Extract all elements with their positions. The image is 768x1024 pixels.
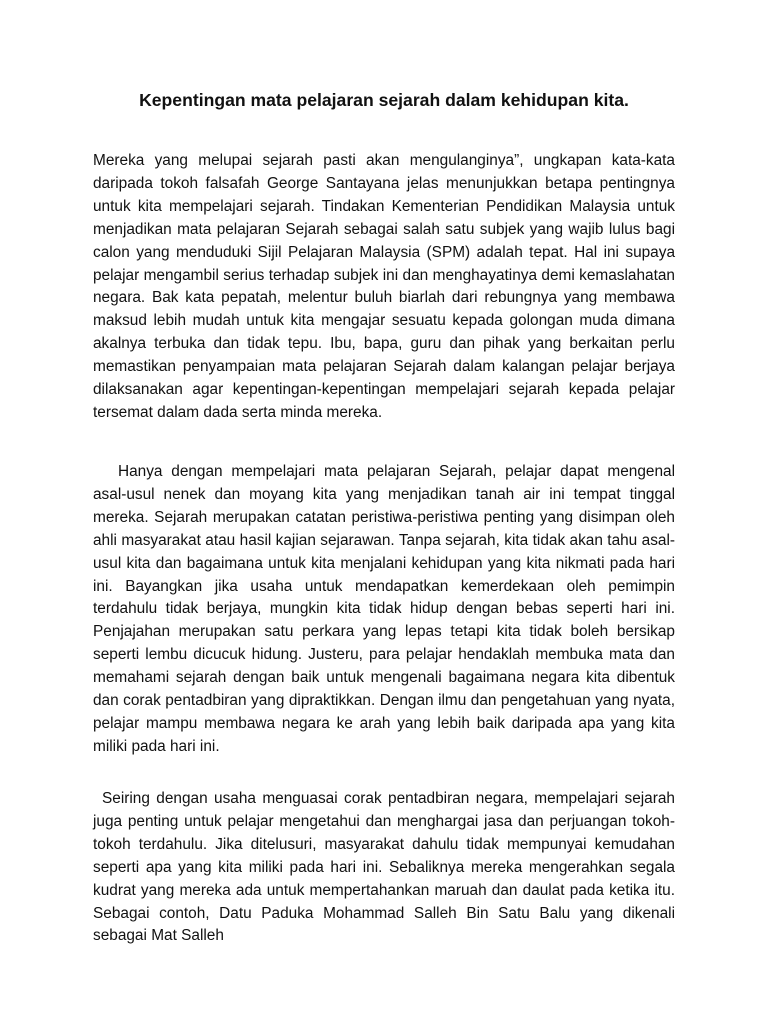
paragraph-1: Mereka yang melupai sejarah pasti akan mengulanginya”, ungkapan kata-kata daripada tokoh falsafah George Santayana jelas menunjukkan betapa pentingnya untuk kita mempelajari sejarah. Tindakan Kementerian Pendidikan Malaysia untuk menjadikan mata pelajaran Sejarah sebagai salah satu subjek yang wajib lulus bagi calon yang menduduki Sijil Pelajaran Malaysia (SPM) adalah tepat. Hal ini supaya pelajar mengambil serius terhadap subjek ini dan menghayatinya demi kemaslahatan negara. Bak kata pepatah, melentur buluh biarlah dari rebungnya yang membawa maksud lebih mudah untuk kita mengajar sesuatu kepada golongan muda dimana akalnya terbuka dan tidak tepu. Ibu, bapa, guru dan pihak yang berkaitan perlu memastikan penyampaian mata pelajaran Sejarah dalam kalangan pelajar berjaya dilaksanakan agar kepentingan-kepentingan mempelajari sejarah kepada pelajar tersemat dalam dada serta minda mereka. xyxy=(93,152,675,421)
paragraph-2: Hanya dengan mempelajari mata pelajaran Sejarah, pelajar dapat mengenal asal-usul nenek dan moyang kita yang menjadikan tanah air ini tempat tinggal mereka. Sejarah merupakan catatan peristiwa-peristiwa penting yang disimpan oleh ahli masyarakat atau hasil kajian sejarawan. Tanpa sejarah, kita tidak akan tahu asal-usul kita dan bagaimana untuk kita menjalani kehidupan yang kita nikmati pada hari ini. Bayangkan jika usaha untuk mendapatkan kemerdekaan oleh pemimpin terdahulu tidak berjaya, mungkin kita tidak hidup dengan bebas seperti hari ini. Penjajahan merupakan satu perkara yang lepas tetapi kita tidak boleh bersikap seperti lembu dicucuk hidung. Justeru, para pelajar hendaklah membuka mata dan memahami sejarah dengan baik untuk mengenali bagaimana negara kita dibentuk dan corak pentadbiran yang dipraktikkan. Dengan ilmu dan pengetahuan yang nyata, pelajar mampu membawa negara ke arah yang lebih baik daripada apa yang kita miliki pada hari ini. xyxy=(93,463,675,755)
paragraph-3: Seiring dengan usaha menguasai corak pentadbiran negara, mempelajari sejarah juga penting untuk pelajar mengetahui dan menghargai jasa dan perjuangan tokoh-tokoh terdahulu. Jika ditelusuri, masyarakat dahulu tidak mempunyai kemudahan seperti apa yang kita miliki pada hari ini. Sebaliknya mereka mengerahkan segala kudrat yang mereka ada untuk mempertahankan maruah dan daulat pada ketika itu. Sebagai contoh, Datu Paduka Mohammad Salleh Bin Satu Balu yang dikenali sebagai Mat Salleh xyxy=(93,790,675,945)
document-title: Kepentingan mata pelajaran sejarah dalam kehidupan kita. xyxy=(139,90,629,110)
